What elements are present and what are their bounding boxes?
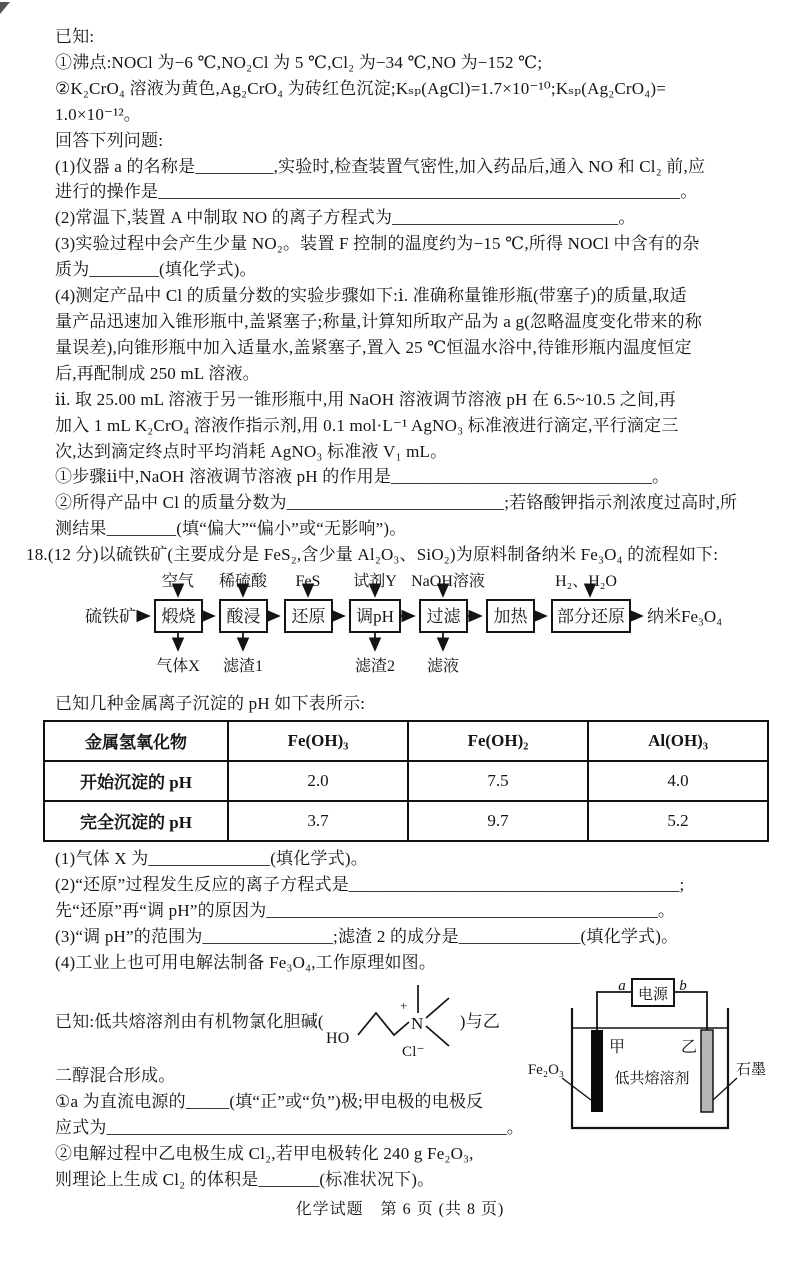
flow-input-label: FeS xyxy=(295,573,321,591)
text-line: (1)气体 X 为______________(填化学式)。 xyxy=(55,848,368,868)
text-line: (2)常温下,装置 A 中制取 NO 的离子方程式为__________________________。 xyxy=(55,208,636,228)
flow-step-label: 酸浸 xyxy=(226,607,261,627)
table-row xyxy=(44,801,768,841)
table-cell: 2.0 xyxy=(228,761,408,801)
terminal-a-label: a xyxy=(618,978,626,994)
text-line: 加入 1 mL K₂CrO₄ 溶液作指示剂,用 0.1 mol·L⁻¹ AgNO₃ 标准液进行滴定,平行滴定三 xyxy=(55,415,679,435)
text-line: (4)工业上也可用电解法制备 Fe₃O₄,工作原理如图。 xyxy=(55,952,437,972)
table-cell: 开始沉淀的 pH xyxy=(44,761,228,801)
text-line: 量误差),向锥形瓶中加入适量水,盖紧塞子,置入 25 ℃恒温水浴中,待锥形瓶内温度恒定 xyxy=(55,337,692,357)
chloride-label: Cl⁻ xyxy=(401,1044,425,1061)
table-cell: Fe(OH)₂ xyxy=(408,721,588,761)
flow-product-label: 纳米Fe₃O₄ xyxy=(647,607,723,627)
text-line: ②电解过程中乙电极生成 Cl₂,若甲电极转化 240 g Fe₂O₃, xyxy=(55,1144,474,1164)
left-electrode xyxy=(591,1030,603,1112)
flow-output-label: 滤液 xyxy=(426,658,460,676)
flow-output-label: 气体X xyxy=(156,658,200,676)
text-line: 先“还原”再“调 pH”的原因为_____________________________________________。 xyxy=(55,900,676,920)
flow-step-label: 加热 xyxy=(493,607,528,627)
left-electrode-label: 甲 xyxy=(608,1039,626,1056)
page-footer: 化学试题 第 6 页 (共 8 页) xyxy=(295,1201,505,1218)
note-text-before: 已知:低共熔溶剂由有机物氯化胆碱( xyxy=(55,1011,324,1031)
choline-chloride-structure xyxy=(324,977,460,1061)
bond-line xyxy=(426,1026,449,1046)
text-line: ②所得产品中 Cl 的质量分数为_________________________;若铬酸钾指示剂浓度过高时,所 xyxy=(55,493,738,513)
nitrogen-label: N xyxy=(410,1014,424,1034)
flow-step-label: 调pH xyxy=(356,607,394,627)
text-line: 质为________(填化学式)。 xyxy=(55,260,257,280)
text-line: 1.0×10⁻¹²。 xyxy=(55,104,142,124)
flow-input-label: 稀硫酸 xyxy=(218,573,268,591)
text-line: ①步骤ⅱ中,NaOH 溶液调节溶液 pH 的作用是______________________________。 xyxy=(55,467,670,487)
wire-right xyxy=(674,992,707,1031)
text-line: 则理论上生成 Cl₂ 的体积是_______(标准状况下)。 xyxy=(55,1170,435,1190)
text-line: 次,达到滴定终点时平均消耗 AgNO₃ 标准液 V₁ mL。 xyxy=(55,441,448,461)
bond-line xyxy=(358,1013,409,1035)
table-row xyxy=(44,721,768,761)
text-line: 测结果________(填“偏大”“偏小”或“无影响”)。 xyxy=(55,519,407,539)
table-cell: 完全沉淀的 pH xyxy=(44,801,228,841)
ph-table xyxy=(43,720,769,842)
electrolysis-diagram xyxy=(520,962,776,1134)
text-line: 量产品迅速加入锥形瓶中,盖紧塞子;称量,计算知所取产品为 a g(忽略温度变化带来的称 xyxy=(55,311,703,331)
table-cell: 4.0 xyxy=(588,761,768,801)
flow-input-label: NaOH溶液 xyxy=(411,573,485,591)
power-supply-label: 电源 xyxy=(637,987,669,1003)
text-line: (4)测定产品中 Cl 的质量分数的实验步骤如下:ⅰ. 准确称量锥形瓶(带塞子)的质量,取适 xyxy=(55,286,687,306)
flow-source-label: 硫铁矿 xyxy=(85,607,136,627)
text-line: 二醇混合形成。 xyxy=(55,1066,176,1086)
table-cell: 5.2 xyxy=(588,801,768,841)
table-cell: 3.7 xyxy=(228,801,408,841)
table-intro: 已知几种金属离子沉淀的 pH 如下表所示: xyxy=(55,694,366,714)
text-line: (3)“调 pH”的范围为_______________;滤渣 2 的成分是______________(填化学式)。 xyxy=(55,926,679,946)
flow-step-label: 煅烧 xyxy=(161,607,196,627)
flowchart-container xyxy=(30,570,770,691)
text-line: ②K₂CrO₄ 溶液为黄色,Ag₂CrO₄ 为砖红色沉淀;Kₛₚ(AgCl)=1.7×10⁻¹⁰;Kₛₚ(Ag₂CrO₄)= xyxy=(55,78,667,98)
flow-input-label: 空气 xyxy=(161,573,195,591)
text-line: (2)“还原”过程发生反应的离子方程式是______________________________________; xyxy=(55,874,685,894)
solution-label: 低共熔溶剂 xyxy=(614,1071,690,1087)
text-line: 回答下列问题: xyxy=(55,130,164,150)
process-flowchart xyxy=(30,570,772,686)
table-cell: 金属氢氧化物 xyxy=(44,721,228,761)
flow-input-label: H₂、H₂O xyxy=(555,573,617,591)
cathode-material-label: 石墨 xyxy=(735,1062,767,1078)
bond-line xyxy=(426,998,449,1018)
table-cell: 9.7 xyxy=(408,801,588,841)
anode-material-label: Fe₂O₃ xyxy=(527,1062,565,1078)
text-line: 应式为______________________________________________。 xyxy=(55,1118,524,1138)
right-electrode-label: 乙 xyxy=(680,1039,698,1056)
flow-step-label: 还原 xyxy=(291,607,326,627)
table-row xyxy=(44,761,768,801)
scan-corner-artifact xyxy=(0,2,10,14)
question-18-heading: 18.(12 分)以硫铁矿(主要成分是 FeS₂,含少量 Al₂O₃、SiO₂)为原料制备纳米 Fe₃O₄ 的流程如下: xyxy=(26,545,719,565)
positive-charge: + xyxy=(399,998,408,1014)
pointer-line xyxy=(562,1078,591,1100)
flow-input-label: 试剂Y xyxy=(353,573,397,591)
text-line: ①沸点:NOCl 为−6 ℃,NO₂Cl 为 5 ℃,Cl₂ 为−34 ℃,NO 为−152 ℃; xyxy=(55,52,543,72)
text-line: 已知: xyxy=(55,27,95,46)
terminal-b-label: b xyxy=(679,978,687,994)
text-line: ⅱ. 取 25.00 mL 溶液于另一锥形瓶中,用 NaOH 溶液调节溶液 pH 在 6.5~10.5 之间,再 xyxy=(55,389,676,409)
text-line: 进行的操作是____________________________________________________________。 xyxy=(55,182,698,202)
text-line: (1)仪器 a 的名称是_________,实验时,检查装置气密性,加入药品后,通入 NO 和 Cl₂ 前,应 xyxy=(55,156,706,176)
pointer-line xyxy=(713,1078,737,1100)
flow-output-label: 滤渣1 xyxy=(222,658,264,676)
wire-left xyxy=(597,992,632,1031)
right-electrode xyxy=(701,1030,713,1112)
electrolysis-figure xyxy=(520,962,776,1139)
text-line: ①a 为直流电源的_____(填“正”或“负”)极;甲电极的电极反 xyxy=(55,1092,484,1112)
text-line: 后,再配制成 250 mL 溶液。 xyxy=(55,363,260,383)
text-line: (3)实验过程中会产生少量 NO₂。装置 F 控制的温度约为−15 ℃,所得 NOCl 中含有的杂 xyxy=(55,234,700,254)
flow-step-label: 部分还原 xyxy=(557,607,625,627)
table-cell: Al(OH)₃ xyxy=(588,721,768,761)
hydroxyl-label: HO xyxy=(325,1030,350,1048)
note-text-after: )与乙 xyxy=(459,1011,501,1031)
flow-output-label: 滤渣2 xyxy=(354,658,396,676)
table-cell: Fe(OH)₃ xyxy=(228,721,408,761)
flow-step-label: 过滤 xyxy=(426,607,461,627)
table-cell: 7.5 xyxy=(408,761,588,801)
